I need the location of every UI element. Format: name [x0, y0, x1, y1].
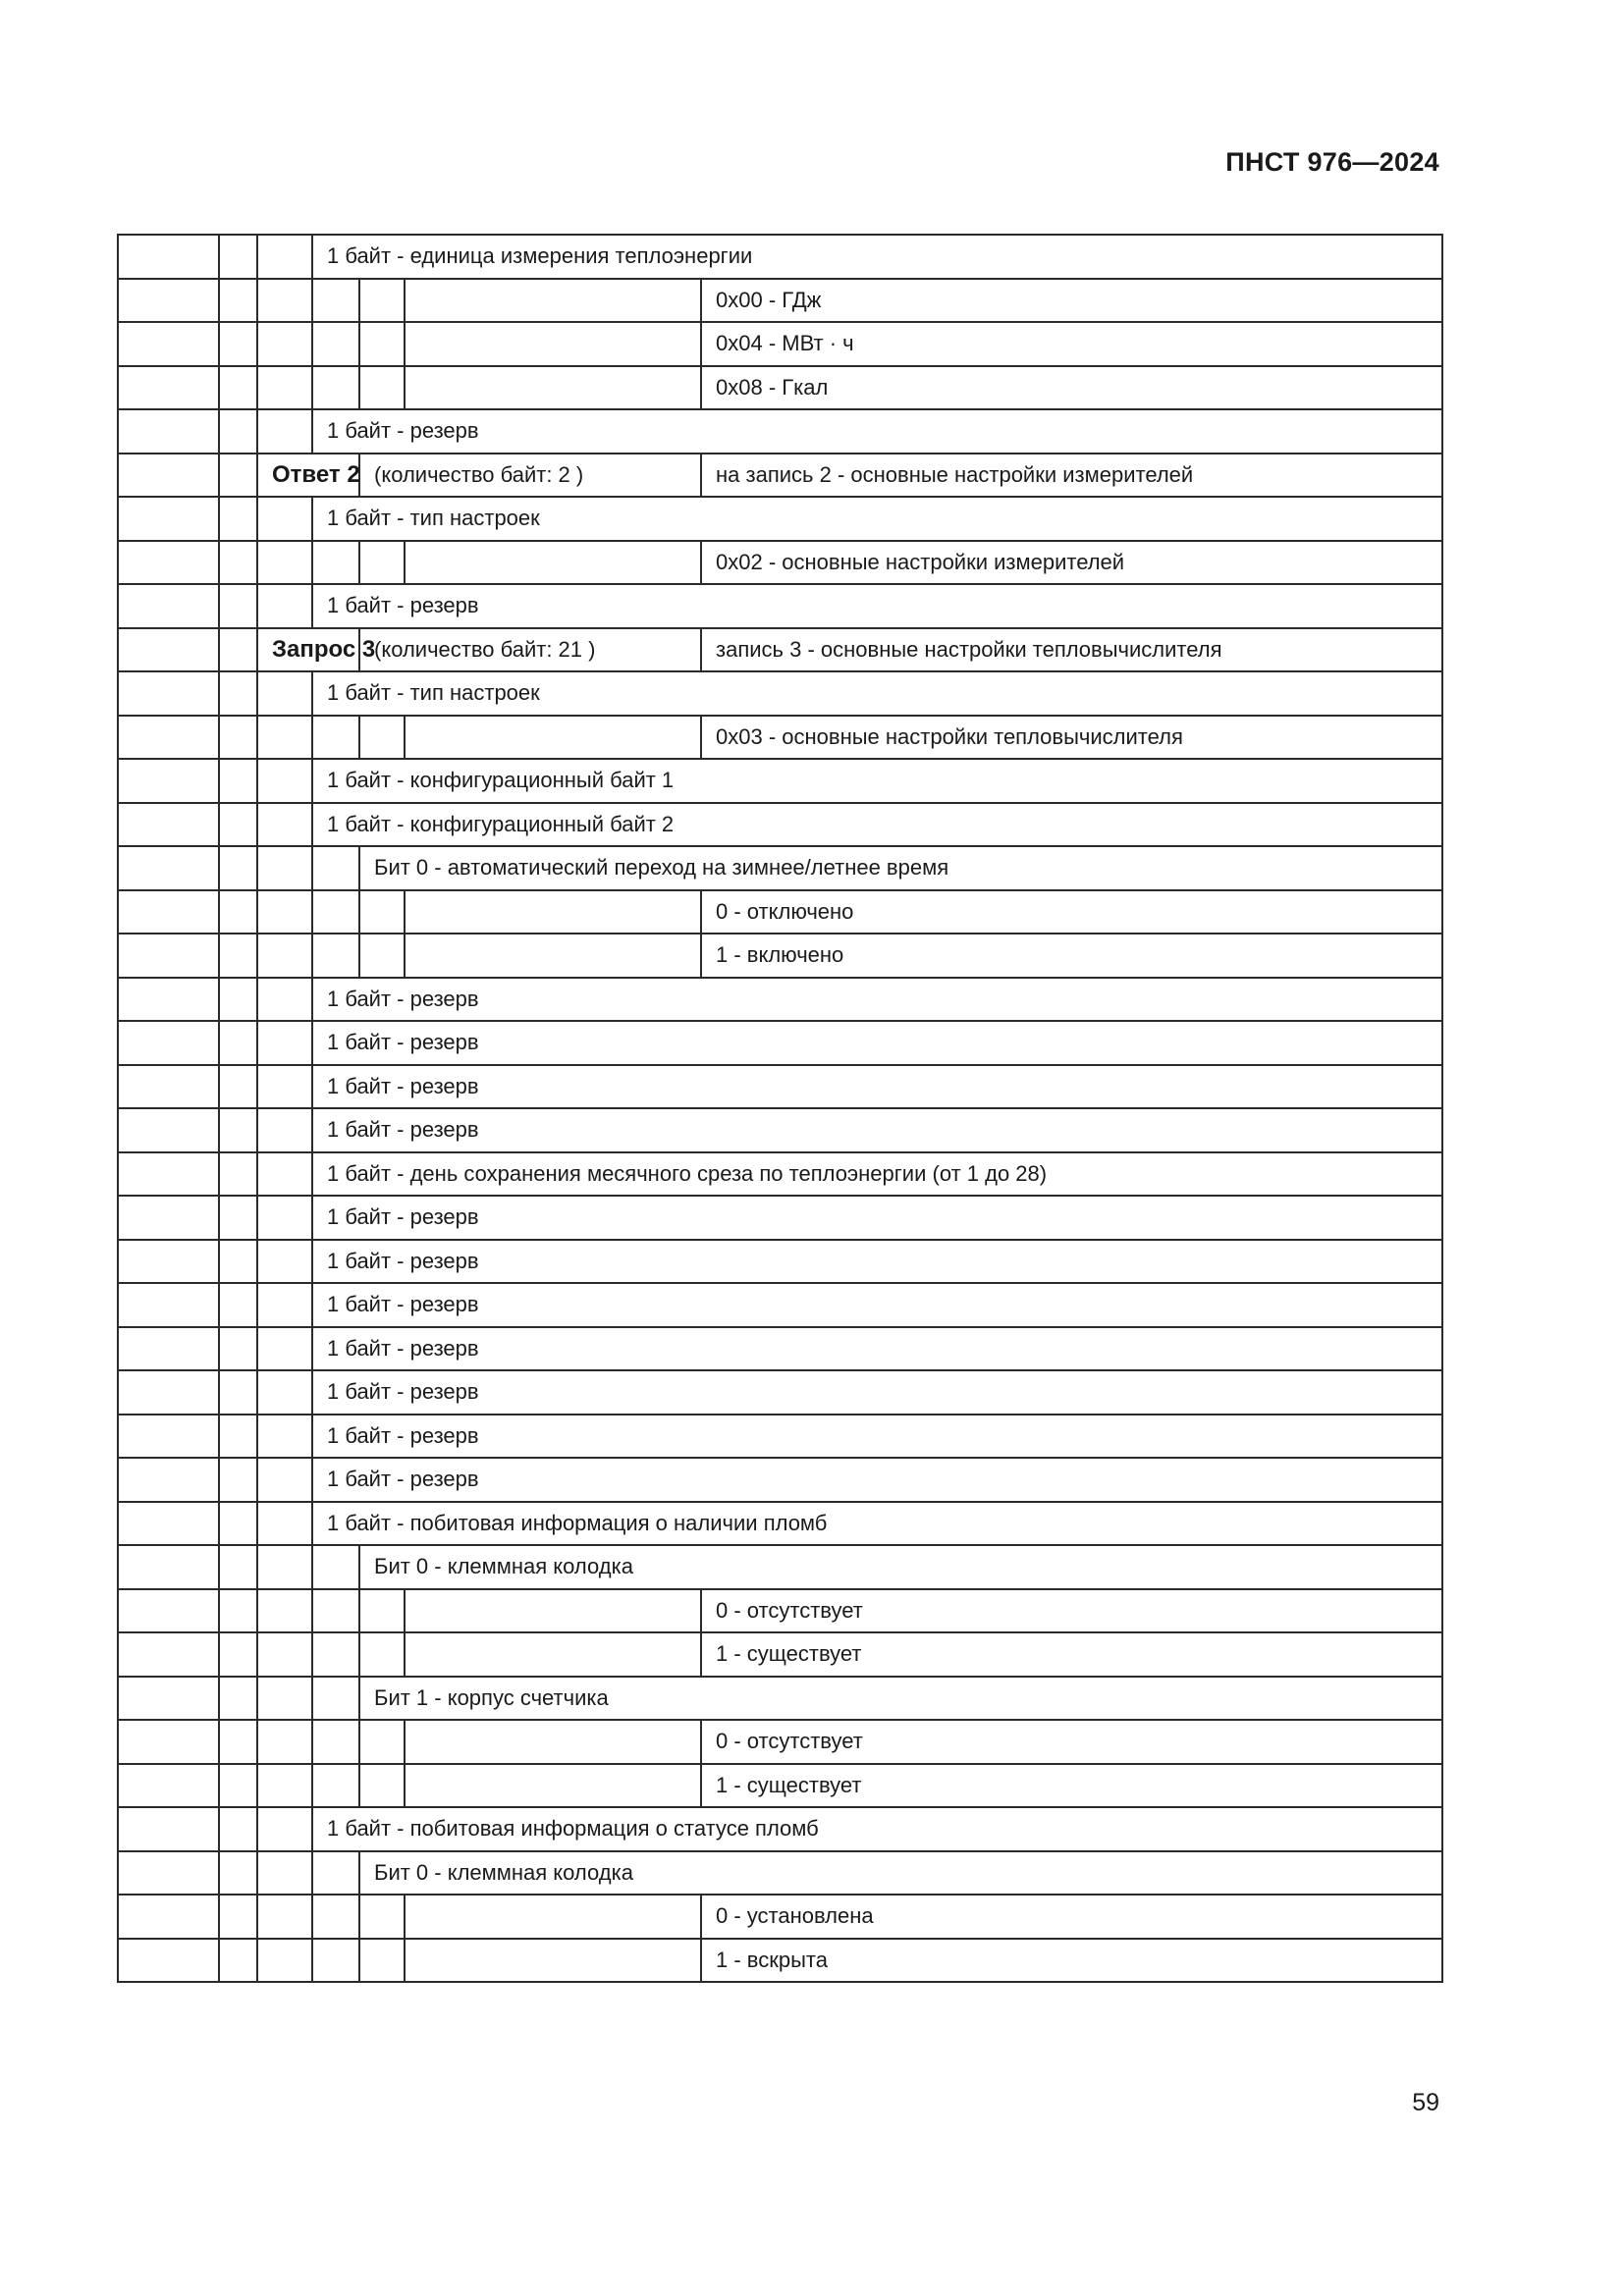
empty-cell: [257, 671, 312, 716]
value-description: 1 - вскрыта: [701, 1939, 1442, 1983]
byte-field-description: 1 байт - резерв: [312, 584, 1442, 628]
byte-field-description: 1 байт - резерв: [312, 1240, 1442, 1284]
empty-cell: [118, 322, 219, 366]
empty-cell: [219, 235, 257, 279]
empty-cell: [118, 1283, 219, 1327]
value-description: 0x03 - основные настройки тепловычислителя: [701, 716, 1442, 760]
empty-cell: [312, 1764, 359, 1808]
table-row: [118, 1415, 1442, 1459]
empty-cell: [257, 1764, 312, 1808]
byte-field-description: 1 байт - резерв: [312, 1415, 1442, 1459]
empty-cell: [257, 890, 312, 934]
empty-cell: [219, 1677, 257, 1721]
empty-cell: [219, 1327, 257, 1371]
section-title: Ответ 2: [257, 454, 359, 498]
empty-cell: [118, 890, 219, 934]
empty-cell: [359, 322, 405, 366]
empty-cell: [118, 759, 219, 803]
empty-cell: [257, 322, 312, 366]
empty-cell: [219, 1108, 257, 1152]
protocol-table-body: [118, 235, 1442, 1982]
empty-cell: [219, 628, 257, 672]
table-row: [118, 1196, 1442, 1240]
table-row: [118, 1108, 1442, 1152]
empty-cell: [118, 1196, 219, 1240]
section-byte-count: (количество байт: 21 ): [359, 628, 701, 672]
byte-field-description: 1 байт - единица измерения теплоэнергии: [312, 235, 1442, 279]
empty-cell: [219, 366, 257, 410]
byte-field-description: 1 байт - побитовая информация о статусе пломб: [312, 1807, 1442, 1851]
empty-cell: [257, 1851, 312, 1896]
empty-cell: [405, 1895, 701, 1939]
empty-cell: [219, 759, 257, 803]
empty-cell: [405, 716, 701, 760]
empty-cell: [219, 409, 257, 454]
bit-description: Бит 1 - корпус счетчика: [359, 1677, 1442, 1721]
empty-cell: [118, 846, 219, 890]
empty-cell: [312, 716, 359, 760]
table-row: [118, 1021, 1442, 1065]
empty-cell: [359, 716, 405, 760]
empty-cell: [118, 1720, 219, 1764]
empty-cell: [219, 322, 257, 366]
empty-cell: [359, 1589, 405, 1633]
empty-cell: [312, 1851, 359, 1896]
empty-cell: [257, 1370, 312, 1415]
empty-cell: [257, 803, 312, 847]
empty-cell: [257, 1240, 312, 1284]
section-description: запись 3 - основные настройки тепловычислителя: [701, 628, 1442, 672]
table-row: [118, 497, 1442, 541]
table-row: [118, 759, 1442, 803]
byte-field-description: 1 байт - резерв: [312, 1458, 1442, 1502]
empty-cell: [118, 1021, 219, 1065]
value-description: 0 - отсутствует: [701, 1720, 1442, 1764]
empty-cell: [257, 1283, 312, 1327]
empty-cell: [118, 454, 219, 498]
value-description: 0 - отсутствует: [701, 1589, 1442, 1633]
empty-cell: [312, 279, 359, 323]
empty-cell: [219, 497, 257, 541]
byte-field-description: 1 байт - резерв: [312, 1196, 1442, 1240]
empty-cell: [359, 1895, 405, 1939]
empty-cell: [359, 541, 405, 585]
byte-field-description: 1 байт - тип настроек: [312, 671, 1442, 716]
empty-cell: [219, 846, 257, 890]
table-row: [118, 934, 1442, 978]
table-row: [118, 541, 1442, 585]
table-row: [118, 1851, 1442, 1896]
byte-field-description: 1 байт - резерв: [312, 978, 1442, 1022]
empty-cell: [118, 1589, 219, 1633]
empty-cell: [359, 1764, 405, 1808]
table-row: [118, 1152, 1442, 1197]
empty-cell: [359, 279, 405, 323]
empty-cell: [405, 1589, 701, 1633]
section-title: Запрос 3: [257, 628, 359, 672]
empty-cell: [312, 1545, 359, 1589]
empty-cell: [219, 1458, 257, 1502]
empty-cell: [118, 1895, 219, 1939]
empty-cell: [312, 1677, 359, 1721]
empty-cell: [219, 1196, 257, 1240]
table-row: [118, 803, 1442, 847]
empty-cell: [118, 1764, 219, 1808]
empty-cell: [257, 279, 312, 323]
empty-cell: [405, 890, 701, 934]
section-description: на запись 2 - основные настройки измерителей: [701, 454, 1442, 498]
empty-cell: [257, 759, 312, 803]
empty-cell: [312, 1895, 359, 1939]
empty-cell: [219, 1632, 257, 1677]
empty-cell: [118, 584, 219, 628]
value-description: 1 - включено: [701, 934, 1442, 978]
byte-field-description: 1 байт - резерв: [312, 1370, 1442, 1415]
empty-cell: [219, 1370, 257, 1415]
table-row: [118, 1589, 1442, 1633]
empty-cell: [118, 978, 219, 1022]
page-number: 59: [1412, 2089, 1439, 2116]
table-row: [118, 1283, 1442, 1327]
table-row: [118, 279, 1442, 323]
table-row: [118, 1327, 1442, 1371]
document-code: ПНСТ 976—2024: [1225, 147, 1439, 177]
empty-cell: [257, 1632, 312, 1677]
empty-cell: [118, 1415, 219, 1459]
table-row: [118, 235, 1442, 279]
empty-cell: [312, 1589, 359, 1633]
empty-cell: [257, 1458, 312, 1502]
table-row: [118, 322, 1442, 366]
table-row: [118, 1677, 1442, 1721]
empty-cell: [257, 1196, 312, 1240]
table-row: [118, 1939, 1442, 1983]
empty-cell: [118, 1108, 219, 1152]
empty-cell: [312, 890, 359, 934]
value-description: 0x02 - основные настройки измерителей: [701, 541, 1442, 585]
empty-cell: [405, 1939, 701, 1983]
empty-cell: [359, 1632, 405, 1677]
table-row: [118, 1240, 1442, 1284]
empty-cell: [359, 1720, 405, 1764]
empty-cell: [312, 846, 359, 890]
empty-cell: [219, 1851, 257, 1896]
value-description: 1 - существует: [701, 1764, 1442, 1808]
empty-cell: [118, 1851, 219, 1896]
empty-cell: [257, 1065, 312, 1109]
table-row: [118, 846, 1442, 890]
empty-cell: [219, 716, 257, 760]
empty-cell: [405, 934, 701, 978]
empty-cell: [405, 1764, 701, 1808]
empty-cell: [257, 846, 312, 890]
empty-cell: [312, 1939, 359, 1983]
empty-cell: [312, 322, 359, 366]
empty-cell: [359, 890, 405, 934]
empty-cell: [118, 1458, 219, 1502]
empty-cell: [312, 1632, 359, 1677]
bit-description: Бит 0 - клеммная колодка: [359, 1851, 1442, 1896]
empty-cell: [219, 671, 257, 716]
empty-cell: [257, 366, 312, 410]
byte-field-description: 1 байт - резерв: [312, 1065, 1442, 1109]
table-row: [118, 716, 1442, 760]
table-row: [118, 1764, 1442, 1808]
byte-field-description: 1 байт - побитовая информация о наличии пломб: [312, 1502, 1442, 1546]
empty-cell: [219, 1502, 257, 1546]
empty-cell: [219, 1415, 257, 1459]
byte-field-description: 1 байт - конфигурационный байт 2: [312, 803, 1442, 847]
empty-cell: [118, 1502, 219, 1546]
byte-field-description: 1 байт - резерв: [312, 409, 1442, 454]
byte-field-description: 1 байт - резерв: [312, 1021, 1442, 1065]
empty-cell: [219, 1589, 257, 1633]
table-row: [118, 978, 1442, 1022]
empty-cell: [257, 1502, 312, 1546]
empty-cell: [118, 934, 219, 978]
table-row: [118, 1545, 1442, 1589]
empty-cell: [219, 1764, 257, 1808]
byte-field-description: 1 байт - день сохранения месячного среза по теплоэнергии (от 1 до 28): [312, 1152, 1442, 1197]
table-row: [118, 1632, 1442, 1677]
empty-cell: [257, 584, 312, 628]
empty-cell: [219, 1545, 257, 1589]
empty-cell: [312, 934, 359, 978]
empty-cell: [118, 541, 219, 585]
table-row: [118, 671, 1442, 716]
empty-cell: [405, 1632, 701, 1677]
empty-cell: [219, 1807, 257, 1851]
byte-field-description: 1 байт - тип настроек: [312, 497, 1442, 541]
protocol-table: [117, 234, 1443, 1983]
empty-cell: [257, 1021, 312, 1065]
empty-cell: [405, 1720, 701, 1764]
empty-cell: [219, 1065, 257, 1109]
empty-cell: [219, 1939, 257, 1983]
empty-cell: [219, 1021, 257, 1065]
table-row: [118, 1895, 1442, 1939]
table-row: [118, 584, 1442, 628]
empty-cell: [257, 1589, 312, 1633]
empty-cell: [118, 1065, 219, 1109]
empty-cell: [219, 279, 257, 323]
table-row: [118, 890, 1442, 934]
empty-cell: [257, 716, 312, 760]
byte-field-description: 1 байт - конфигурационный байт 1: [312, 759, 1442, 803]
empty-cell: [405, 541, 701, 585]
empty-cell: [118, 279, 219, 323]
empty-cell: [118, 1677, 219, 1721]
empty-cell: [219, 1240, 257, 1284]
bit-description: Бит 0 - клеммная колодка: [359, 1545, 1442, 1589]
value-description: 0 - установлена: [701, 1895, 1442, 1939]
table-row: [118, 1458, 1442, 1502]
empty-cell: [257, 934, 312, 978]
empty-cell: [118, 366, 219, 410]
empty-cell: [257, 1807, 312, 1851]
empty-cell: [257, 1108, 312, 1152]
empty-cell: [118, 1807, 219, 1851]
empty-cell: [118, 1152, 219, 1197]
value-description: 0x04 - МВт · ч: [701, 322, 1442, 366]
empty-cell: [118, 235, 219, 279]
empty-cell: [118, 1545, 219, 1589]
empty-cell: [118, 1240, 219, 1284]
value-description: 0x08 - Гкал: [701, 366, 1442, 410]
value-description: 0 - отключено: [701, 890, 1442, 934]
table-row: [118, 628, 1442, 672]
empty-cell: [257, 978, 312, 1022]
empty-cell: [312, 1720, 359, 1764]
empty-cell: [257, 235, 312, 279]
empty-cell: [257, 497, 312, 541]
empty-cell: [257, 1895, 312, 1939]
empty-cell: [219, 803, 257, 847]
table-row: [118, 454, 1442, 498]
empty-cell: [219, 890, 257, 934]
empty-cell: [118, 671, 219, 716]
empty-cell: [118, 1370, 219, 1415]
table-row: [118, 366, 1442, 410]
empty-cell: [219, 934, 257, 978]
empty-cell: [257, 1152, 312, 1197]
empty-cell: [257, 1327, 312, 1371]
table-row: [118, 409, 1442, 454]
table-row: [118, 1807, 1442, 1851]
value-description: 1 - существует: [701, 1632, 1442, 1677]
empty-cell: [312, 366, 359, 410]
empty-cell: [118, 1632, 219, 1677]
empty-cell: [257, 1415, 312, 1459]
empty-cell: [118, 409, 219, 454]
empty-cell: [118, 628, 219, 672]
empty-cell: [118, 716, 219, 760]
value-description: 0x00 - ГДж: [701, 279, 1442, 323]
empty-cell: [118, 803, 219, 847]
empty-cell: [118, 497, 219, 541]
table-row: [118, 1065, 1442, 1109]
empty-cell: [359, 934, 405, 978]
empty-cell: [219, 978, 257, 1022]
table-row: [118, 1370, 1442, 1415]
empty-cell: [312, 541, 359, 585]
empty-cell: [359, 1939, 405, 1983]
empty-cell: [219, 1283, 257, 1327]
table-row: [118, 1502, 1442, 1546]
empty-cell: [257, 1677, 312, 1721]
byte-field-description: 1 байт - резерв: [312, 1327, 1442, 1371]
empty-cell: [257, 541, 312, 585]
byte-field-description: 1 байт - резерв: [312, 1283, 1442, 1327]
empty-cell: [257, 1545, 312, 1589]
empty-cell: [257, 409, 312, 454]
empty-cell: [118, 1327, 219, 1371]
bit-description: Бит 0 - автоматический переход на зимнее/летнее время: [359, 846, 1442, 890]
byte-field-description: 1 байт - резерв: [312, 1108, 1442, 1152]
empty-cell: [219, 541, 257, 585]
empty-cell: [257, 1720, 312, 1764]
empty-cell: [219, 584, 257, 628]
empty-cell: [257, 1939, 312, 1983]
empty-cell: [219, 454, 257, 498]
empty-cell: [219, 1895, 257, 1939]
empty-cell: [219, 1720, 257, 1764]
empty-cell: [405, 279, 701, 323]
empty-cell: [405, 322, 701, 366]
empty-cell: [118, 1939, 219, 1983]
empty-cell: [405, 366, 701, 410]
section-byte-count: (количество байт: 2 ): [359, 454, 701, 498]
empty-cell: [359, 366, 405, 410]
table-row: [118, 1720, 1442, 1764]
empty-cell: [219, 1152, 257, 1197]
